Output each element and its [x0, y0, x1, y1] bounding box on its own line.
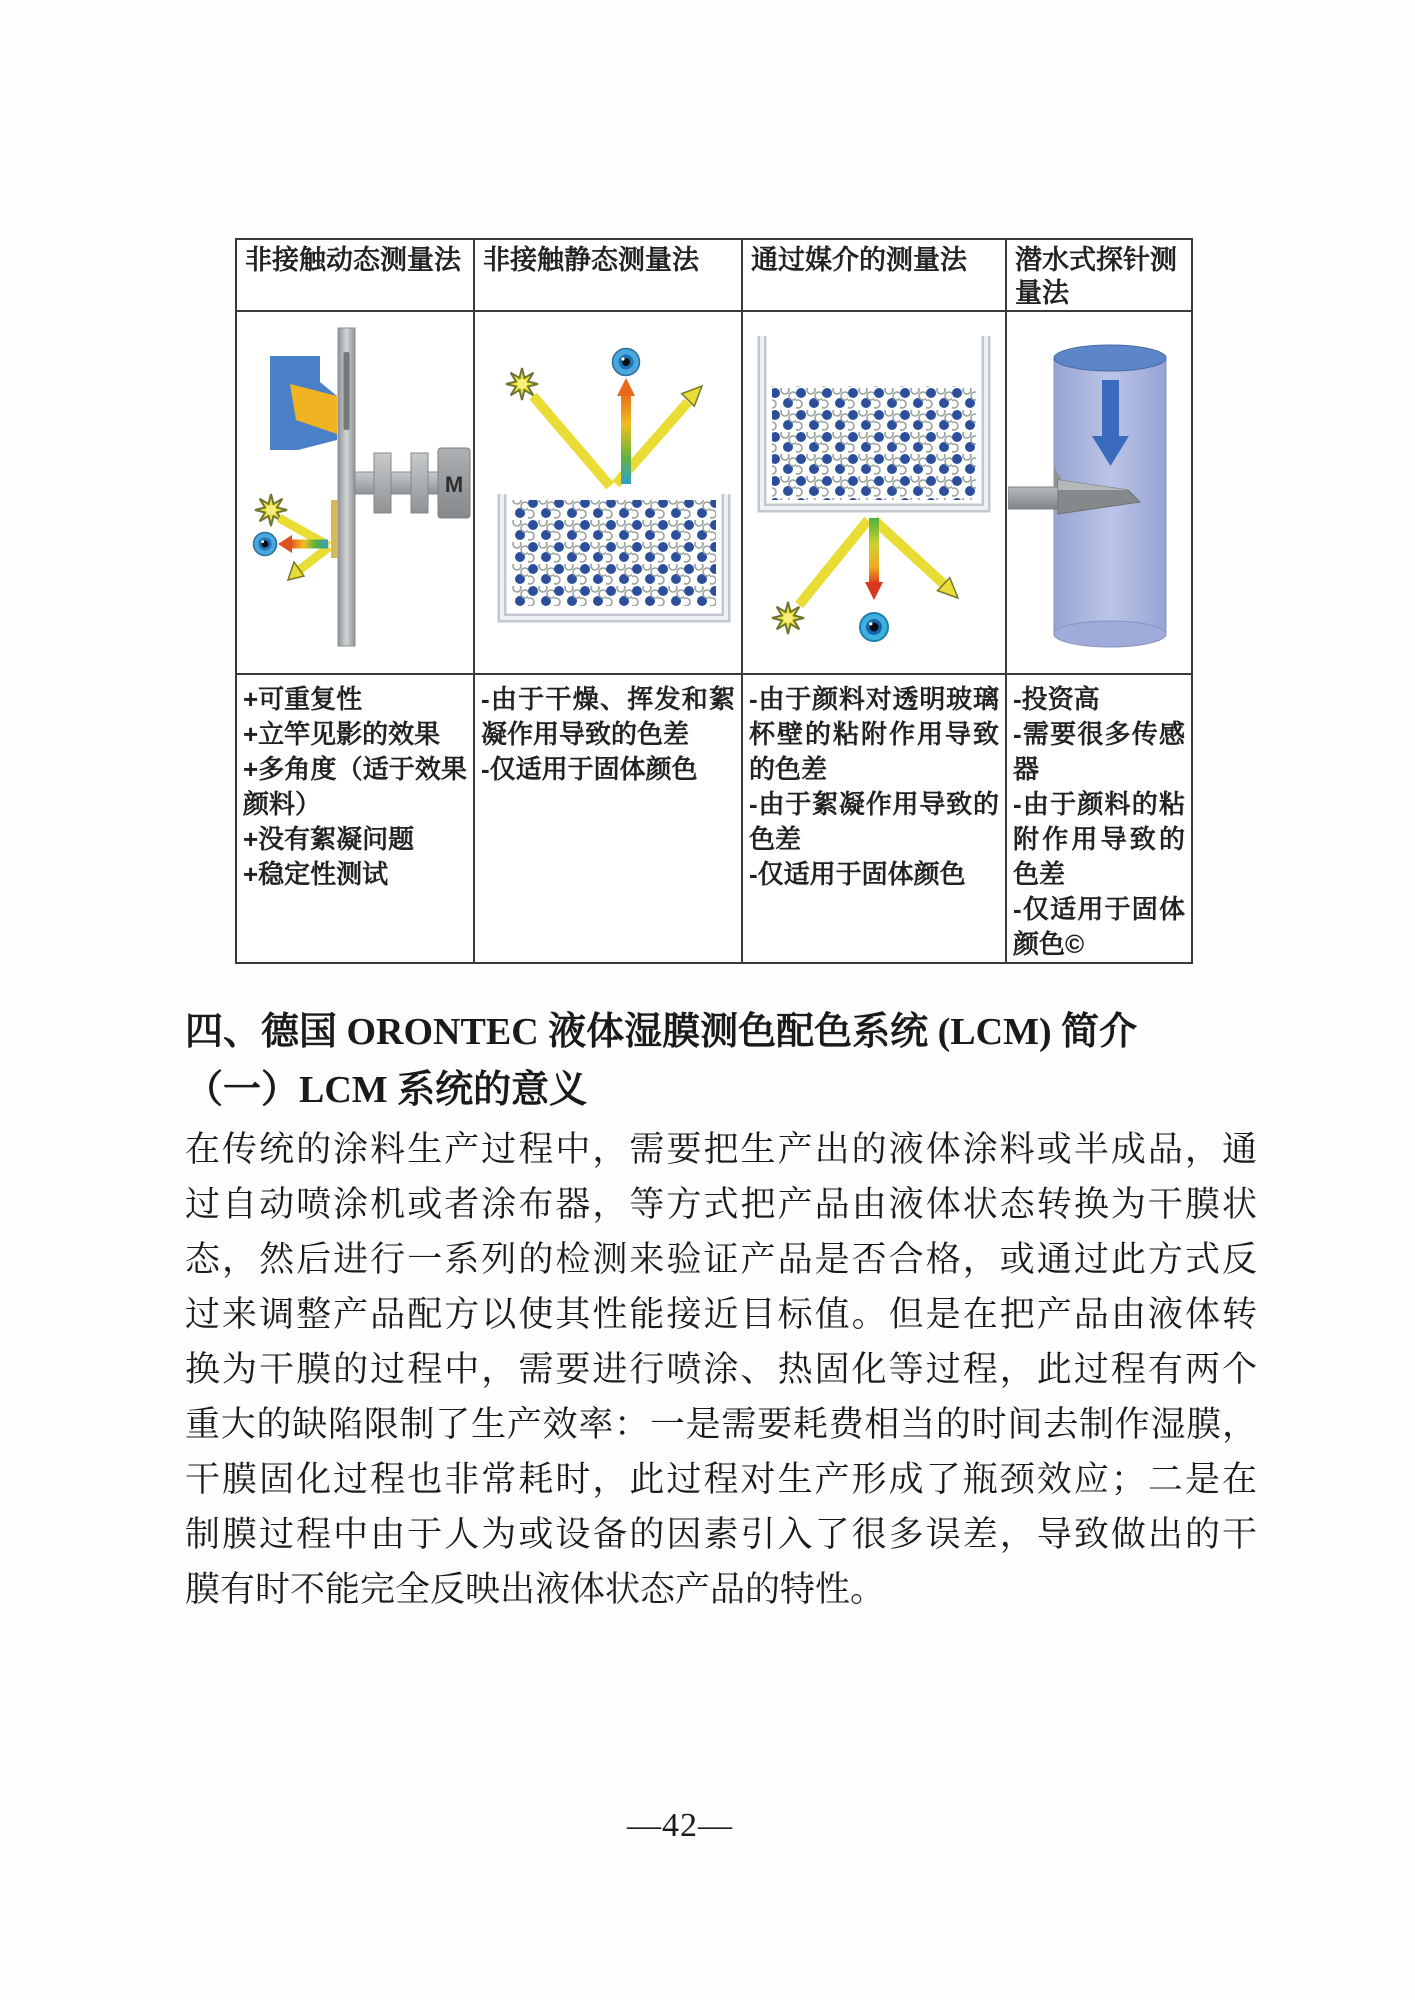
light-ray-arrow: [874, 520, 948, 588]
subsection-heading: （一）LCM 系统的意义: [185, 1069, 588, 1111]
note-line: -由于颜料的粘附作用导致的色差: [1013, 789, 1185, 889]
body-line: 在传统的涂料生产过程中，需要把生产出的液体涂料或半成品，通: [185, 1130, 1257, 1169]
note-line: +稳定性测试: [243, 859, 389, 889]
rotating-disc-illustration: [238, 322, 472, 670]
disc-slot: [344, 352, 350, 430]
rainbow-arrow: [292, 540, 328, 549]
note-line: +可重复性: [243, 684, 363, 714]
illustration-cell-rotating-disc: [237, 312, 475, 675]
note-line: -投资高: [1013, 684, 1100, 714]
shaft-flange: [411, 453, 428, 513]
note-line: -仅适用于固体颜色: [749, 859, 966, 889]
notes-cell-immersion-probe: [1007, 675, 1193, 964]
immersion-probe-illustration: [1008, 322, 1190, 670]
illustration-cell-static-tray: [475, 312, 743, 675]
note-line: -仅适用于固体颜色: [481, 754, 698, 784]
body-line: 干膜固化过程也非常耗时，此过程对生产形成了瓶颈效应；二是在: [185, 1460, 1257, 1499]
note-line: -由于颜料对透明玻璃杯壁的粘附作用导致的色差: [749, 684, 999, 784]
notes-cell-through-medium: [743, 675, 1007, 964]
body-line: 制膜过程中由于人为或设备的因素引入了很多误差，导致做出的干: [185, 1515, 1257, 1554]
illustration-cell-through-medium: [743, 312, 1007, 675]
section-heading: 四、德国 ORONTEC 液体湿膜测色配色系统 (LCM) 简介: [185, 1011, 1138, 1053]
motor-label: M: [444, 472, 464, 497]
note-line: -由于絮凝作用导致的色差: [749, 789, 999, 854]
pigment-particles: [772, 386, 976, 500]
static-tray-illustration: [476, 322, 740, 670]
note-line: -仅适用于固体颜色©: [1013, 894, 1185, 959]
body-line: 重大的缺陷限制了生产效率：一是需要耗费相当的时间去制作湿膜，: [185, 1405, 1257, 1444]
eye-icon: [613, 349, 640, 376]
wet-film-strip: [331, 500, 338, 558]
body-line: 态，然后进行一系列的检测来验证产品是否合格，或通过此方式反: [185, 1240, 1257, 1279]
light-ray-arrow: [298, 547, 329, 571]
eye-icon: [860, 613, 888, 641]
rainbow-arrow: [869, 518, 879, 584]
page-number: —42—: [627, 1807, 733, 1844]
table-header-noncontact-static: 非接触静态测量法: [475, 240, 743, 312]
note-line: +没有絮凝问题: [243, 824, 415, 854]
rainbow-arrow: [621, 392, 631, 484]
cylinder-bottom: [1054, 621, 1166, 647]
rainbow-arrowhead: [617, 378, 635, 396]
eye-icon: [254, 533, 277, 556]
table-header-through-medium: 通过媒介的测量法: [743, 240, 1007, 312]
table-header-immersion-probe: 潜水式探针测量法: [1007, 240, 1193, 312]
glass-vessel-illustration: [744, 322, 1004, 670]
note-line: +立竿见影的效果: [243, 719, 441, 749]
note-line: -由于干燥、挥发和絮凝作用导致的色差: [481, 684, 735, 749]
notes-cell-noncontact-dynamic: [237, 675, 475, 964]
shaft-flange: [374, 453, 391, 513]
body-paragraph: [185, 1122, 1257, 1617]
body-line: 换为干膜的过程中，需要进行喷涂、热固化等过程，此过程有两个: [185, 1350, 1257, 1389]
note-line: -需要很多传感器: [1013, 719, 1185, 784]
note-line: +多角度（适于效果颜料）: [243, 754, 467, 819]
table-header-noncontact-dynamic: 非接触动态测量法: [237, 240, 475, 312]
notes-cell-noncontact-static: [475, 675, 743, 964]
body-line: 过自动喷涂机或者涂布器，等方式把产品由液体状态转换为干膜状: [185, 1185, 1257, 1224]
cylinder-top: [1054, 345, 1166, 371]
body-line: 膜有时不能完全反映出液体状态产品的特性。: [185, 1570, 886, 1609]
measurement-methods-table: [235, 238, 1193, 964]
body-line: 过来调整产品配方以使其性能接近目标值。但是在把产品由液体转: [185, 1295, 1257, 1334]
illustration-cell-immersion-probe: [1007, 312, 1193, 675]
rainbow-arrowhead: [865, 582, 883, 600]
pigment-particles: [512, 500, 716, 606]
drive-shaft: [355, 472, 451, 494]
probe-rod: [1008, 487, 1058, 509]
light-ray-arrow: [533, 396, 610, 486]
rainbow-arrowhead: [278, 535, 292, 553]
light-ray-arrow: [799, 520, 868, 605]
